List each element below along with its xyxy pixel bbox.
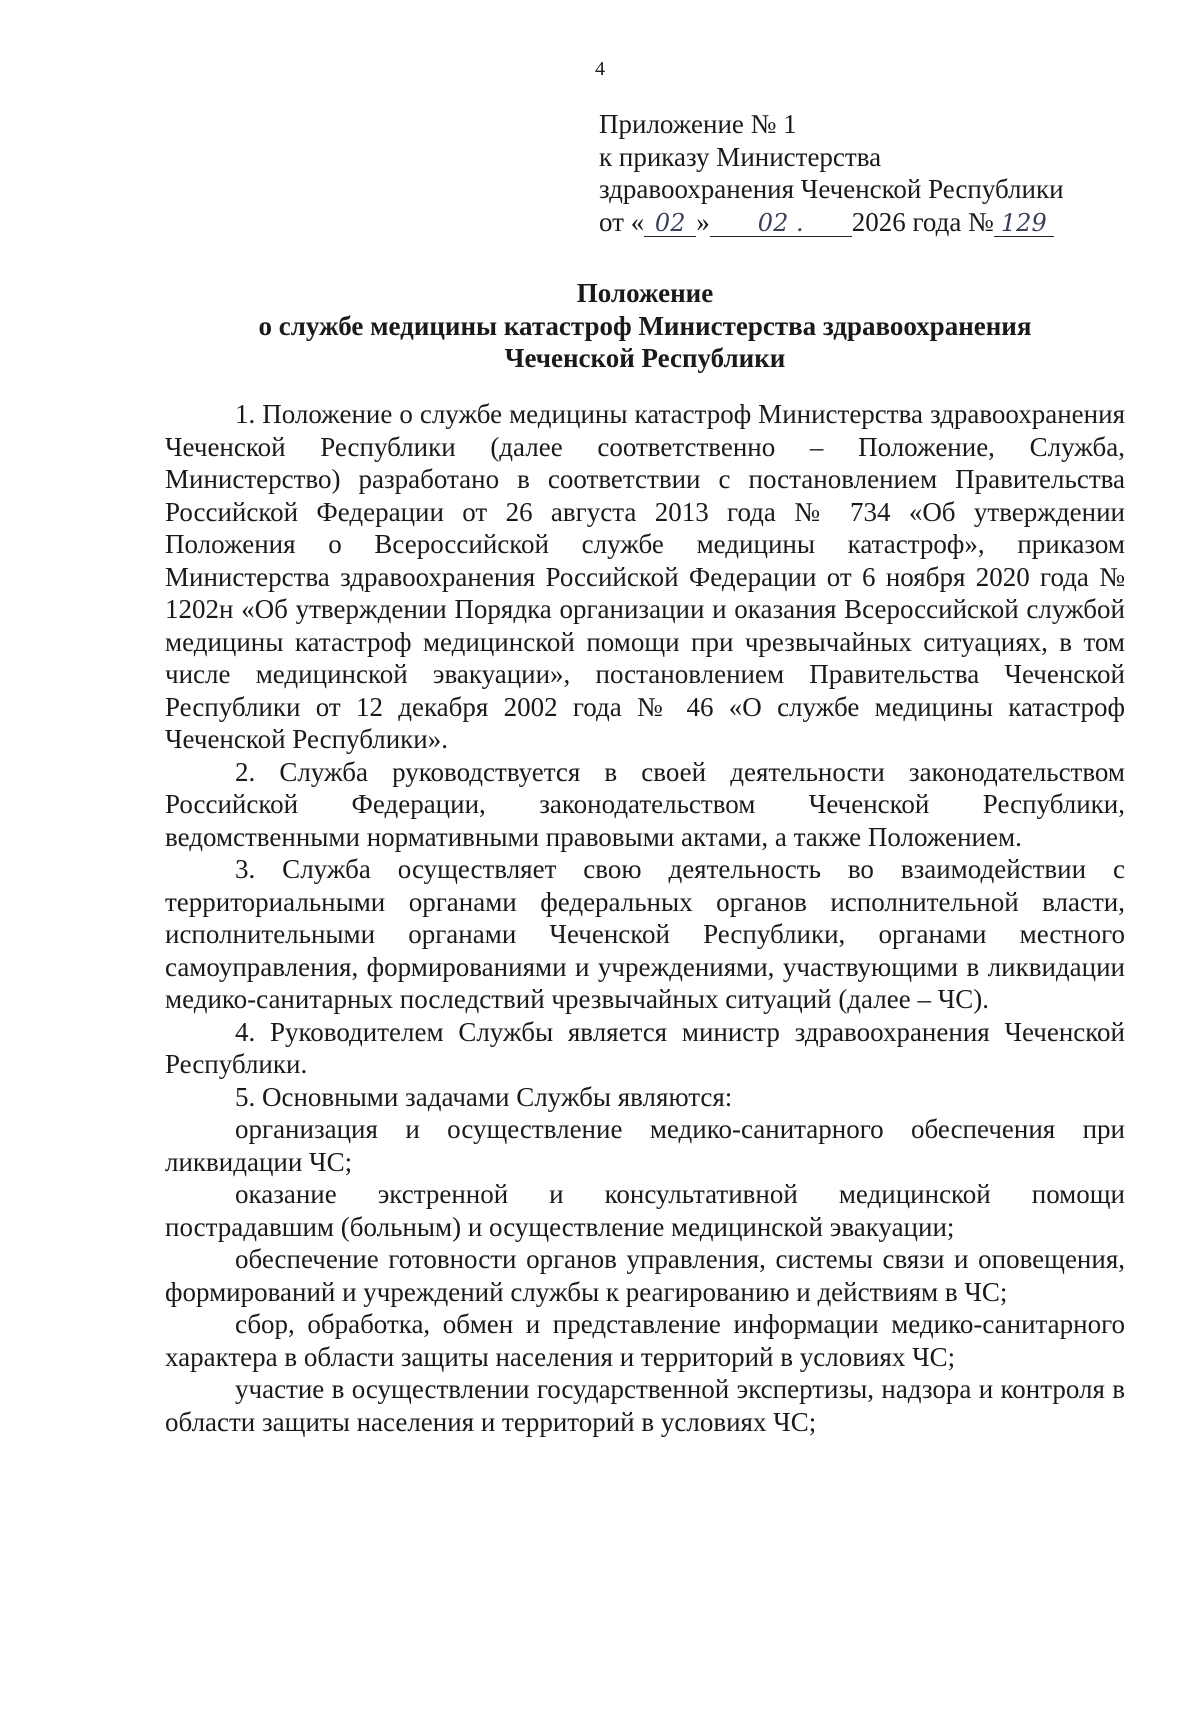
task-item-5: участие в осуществлении государственной экспертизы, надзора и контроля в области защиты населения и территорий в условиях ЧС; bbox=[165, 1374, 1125, 1437]
title-line-1: Положение bbox=[576, 278, 714, 308]
document-title bbox=[165, 277, 1125, 375]
task-item-4: сбор, обработка, обмен и представление информации медико-санитарного характера в области защиты населения и территорий в условиях ЧС; bbox=[165, 1309, 1125, 1372]
task-item-2: оказание экстренной и консультативной медицинской помощи пострадавшим (больным) и осуществление медицинской эвакуации; bbox=[165, 1179, 1125, 1242]
appendix-date-line bbox=[599, 206, 1064, 239]
task-item-1: организация и осуществление медико-санитарного обеспечения при ликвидации ЧС; bbox=[165, 1114, 1125, 1177]
appendix-line-2: к приказу Министерства bbox=[599, 141, 882, 172]
handwritten-day: 02 bbox=[644, 210, 696, 237]
date-prefix: от « bbox=[599, 206, 645, 237]
handwritten-month: 02 . bbox=[710, 210, 852, 237]
paragraph-4: 4. Руководителем Службы является министр здравоохранения Чеченской Республики. bbox=[165, 1016, 1125, 1079]
paragraph-2: 2. Служба руководствуется в своей деятельности законодательством Российской Федерации, законодательством Чеченской Республики, ведомственными нормативными правовыми актами, а также Положением. bbox=[165, 756, 1125, 852]
document-body bbox=[165, 398, 1125, 1438]
page-number: 4 bbox=[595, 58, 605, 80]
appendix-header bbox=[599, 108, 1064, 238]
date-close-quote: » bbox=[696, 206, 710, 237]
paragraph-3: 3. Служба осуществляет свою деятельность во взаимодействии с территориальными органами федеральных органов исполнительной власти, исполнительными органами Чеченской Республики, органами местного самоуправления, формированиями и учреждениями, участвующими в ликвидации медико-санитарных последствий чрезвычайных ситуаций (далее – ЧС). bbox=[165, 854, 1125, 1014]
title-line-3: Чеченской Республики bbox=[504, 343, 786, 373]
handwritten-order-number: 129 bbox=[994, 210, 1054, 237]
appendix-line-1: Приложение № 1 bbox=[599, 109, 797, 139]
year-and-number-label: 2026 года № bbox=[851, 206, 994, 237]
paragraph-1: 1. Положение о службе медицины катастроф Министерства здравоохранения Чеченской Республики (далее соответственно – Положение, Служба, Министерство) разработано в соответствии с постановлением Правительства Российской Федерации от 26 августа 2013 года № 734 «Об утверждении Положения о Всероссийской службе медицины катастроф», приказом Министерства здравоохранения Российской Федерации от 6 ноября 2020 года № 1202н «Об утверждении Порядка организации и оказания Всероссийской службой медицины катастроф медицинской помощи при чрезвычайных ситуациях, в том числе медицинской эвакуации», постановлением Правительства Чеченской Республики от 12 декабря 2002 года № 46 «О службе медицины катастроф Чеченской Республики». bbox=[165, 399, 1125, 754]
title-line-2: о службе медицины катастроф Министерства здравоохранения bbox=[258, 310, 1032, 341]
paragraph-5: 5. Основными задачами Службы являются: bbox=[235, 1081, 733, 1112]
task-item-3: обеспечение готовности органов управления, системы связи и оповещения, формирований и учреждений службы к реагированию и действиям в ЧС; bbox=[165, 1244, 1125, 1307]
appendix-line-3: здравоохранения Чеченской Республики bbox=[599, 174, 1064, 204]
